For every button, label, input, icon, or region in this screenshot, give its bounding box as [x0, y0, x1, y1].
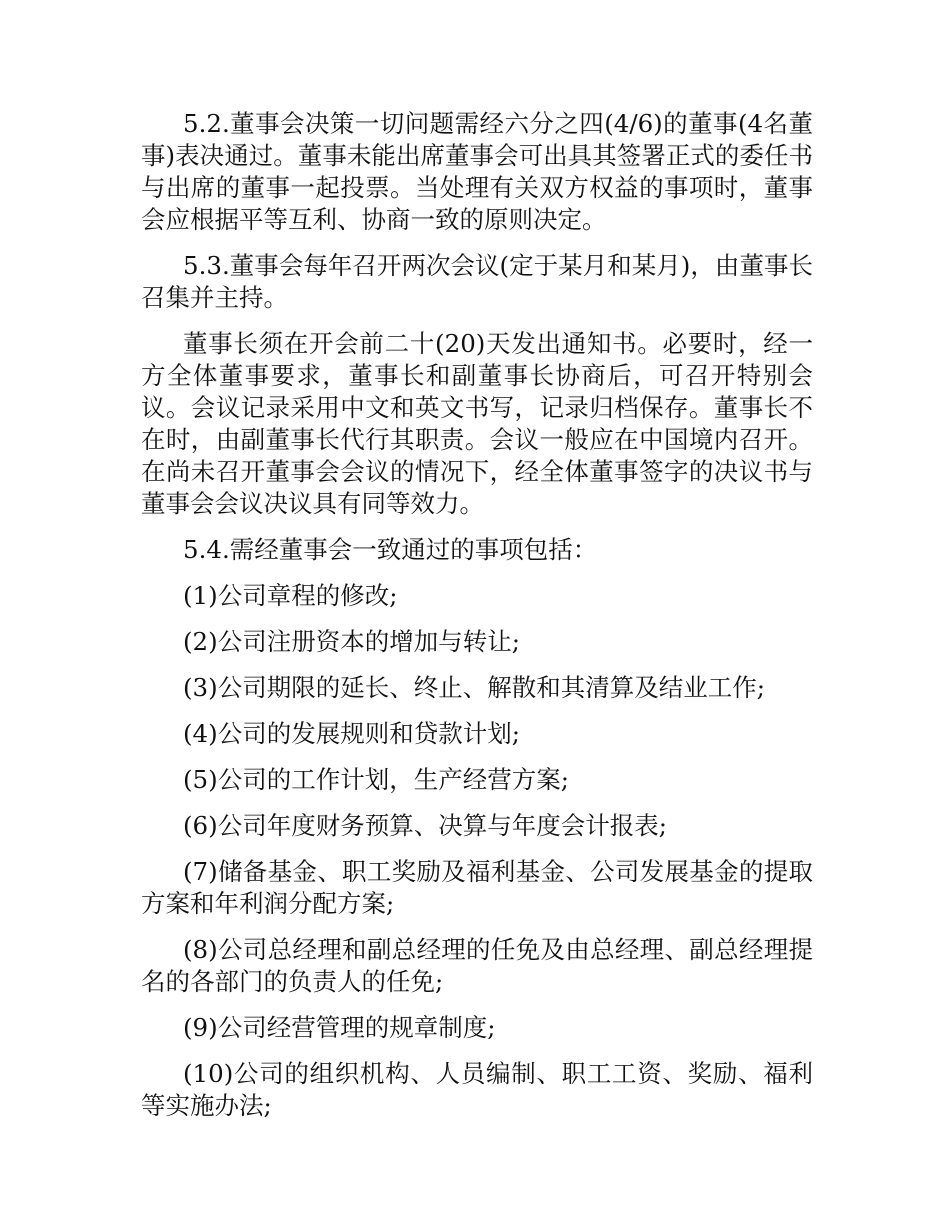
paragraph-5-3-meetings: 5.3.董事会每年召开两次会议(定于某月和某月)，由董事长召集并主持。: [141, 251, 813, 312]
paragraph-5-2-voting: 5.2.董事会决策一切问题需经六分之四(4/6)的董事(4名董事)表决通过。董事未能出席董事会可出具其签署正式的委任书与出席的董事一起投票。当处理有关双方权益的事项时，董事会应根据平等互利、协商一致的原则决定。: [141, 109, 813, 234]
list-item-2: (2)公司注册资本的增加与转让;: [183, 627, 520, 656]
list-item-5: (5)公司的工作计划，生产经营方案;: [183, 765, 569, 794]
paragraph-5-4-unanimous-matters: 5.4.需经董事会一致通过的事项包括：: [183, 535, 598, 564]
list-item-6: (6)公司年度财务预算、决算与年度会计报表;: [183, 811, 667, 840]
document-body: [141, 108, 813, 1136]
list-item-1: (1)公司章程的修改;: [183, 581, 398, 610]
list-item-3: (3)公司期限的延长、终止、解散和其清算及结业工作;: [183, 673, 765, 702]
list-item-4: (4)公司的发展规则和贷款计划;: [183, 719, 520, 748]
paragraph-meeting-notice: 董事长须在开会前二十(20)天发出通知书。必要时，经一方全体董事要求，董事长和副董事长协商后，可召开特别会议。会议记录采用中文和英文书写，记录归档保存。董事长不在时，由副董事长代行其职责。会议一般应在中国境内召开。在尚未召开董事会会议的情况下，经全体董事签字的决议书与董事会会议决议具有同等效力。: [141, 329, 813, 518]
list-item-7: (7)储备基金、职工奖励及福利基金、公司发展基金的提取方案和年利润分配方案;: [141, 857, 813, 918]
list-item-9: (9)公司经营管理的规章制度;: [183, 1013, 496, 1042]
list-item-10: (10)公司的组织机构、人员编制、职工工资、奖励、福利等实施办法;: [141, 1059, 813, 1120]
list-item-8: (8)公司总经理和副总经理的任免及由总经理、副总经理提名的各部门的负责人的任免;: [141, 935, 813, 996]
